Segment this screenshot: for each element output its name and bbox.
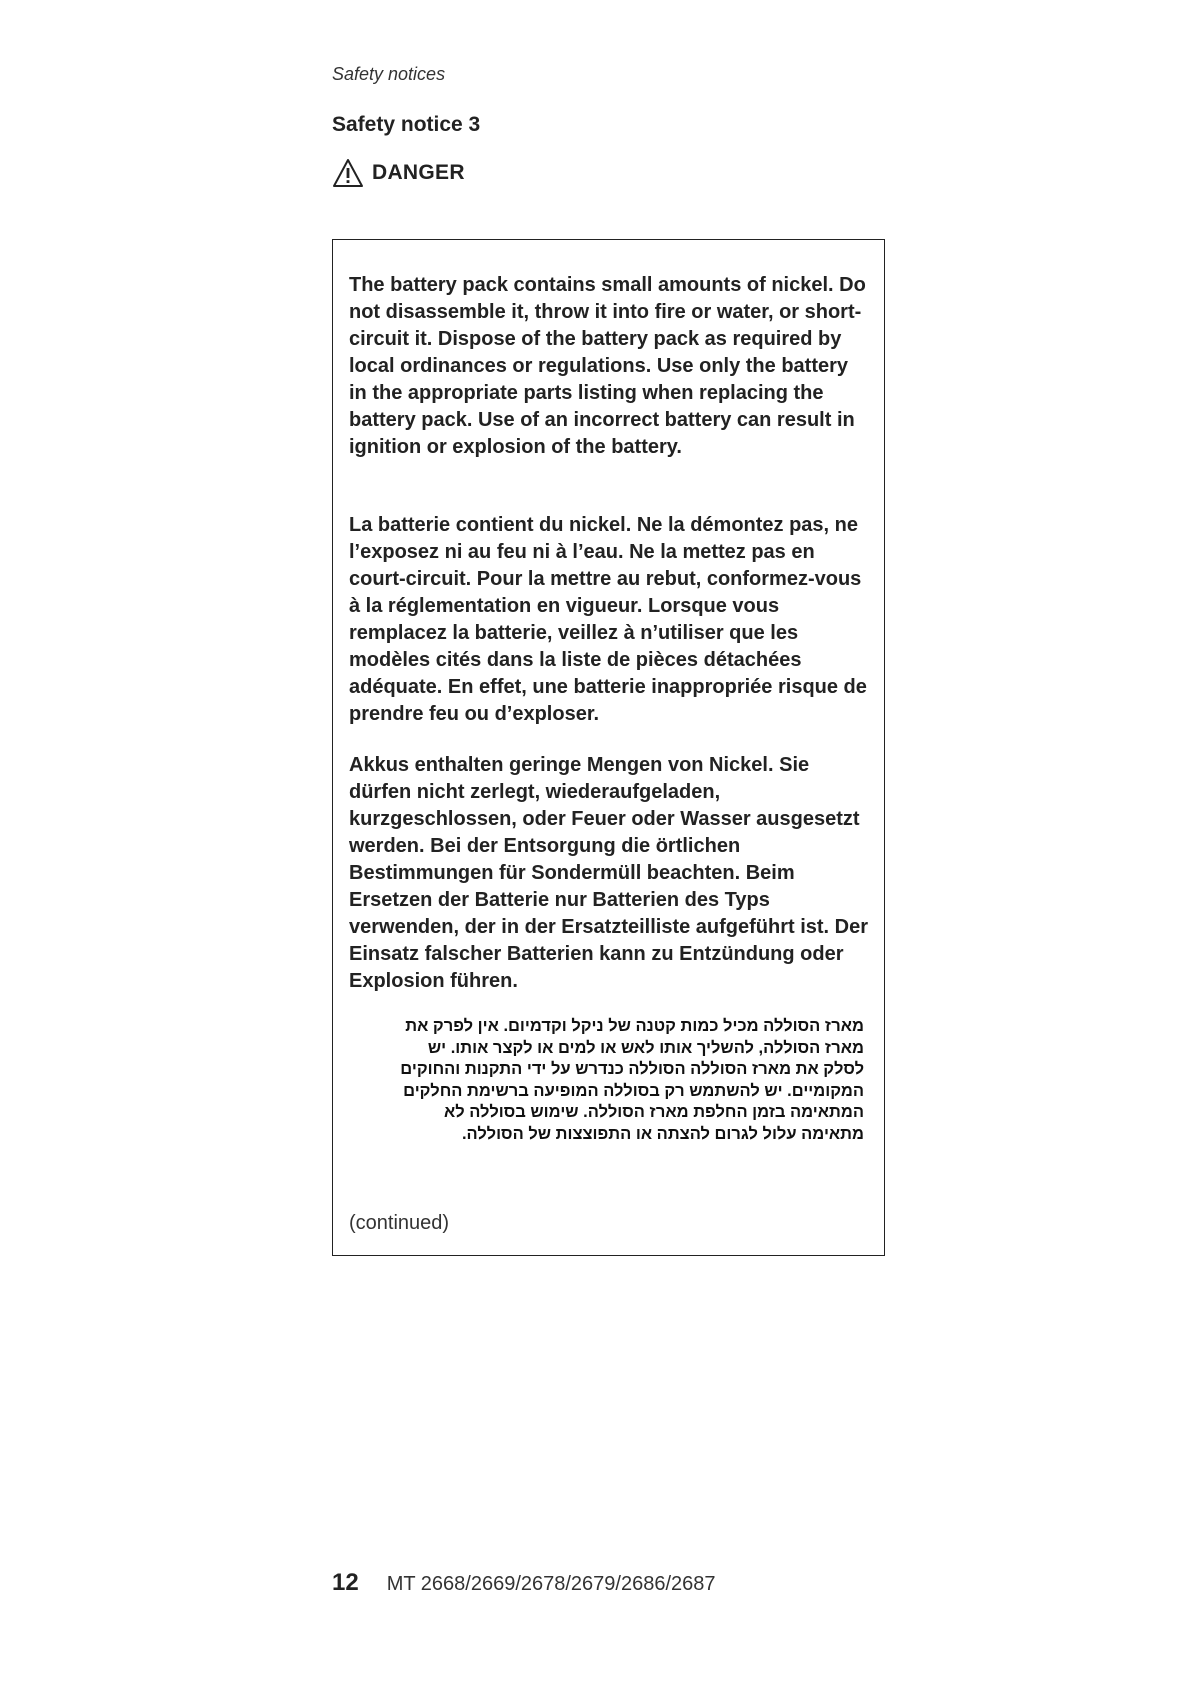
document-id: MT 2668/2669/2678/2679/2686/2687 bbox=[386, 1573, 716, 1595]
danger-heading bbox=[332, 158, 465, 188]
notice-text-german: Akkus enthalten geringe Mengen von Nickel. Sie dürfen nicht zerlegt, wiederaufgeladen, kurzgeschlossen, oder Feuer oder Wasser ausgesetzt werden. Bei der Entsorgung die örtlichen Bestimmungen für Sondermüll beachten. Beim Ersetzen der Batterie nur Batterien des Typs verwenden, der in der Ersatzteilliste aufgeführt ist. Der Einsatz falscher Batterien kann zu Entzündung oder Explosion führen. bbox=[349, 754, 869, 992]
continued-label: (continued) bbox=[349, 1212, 450, 1234]
notice-text-hebrew: מארז הסוללה מכיל כמות קטנה של ניקל וקדמיום. אין לפרק את מארז הסוללה, להשליך אותו לאש או למים או לקצר אותו. יש לסלק את מארז הסוללה הסוללה כנדרש על ידי התקנות והחוקים המקומיים. יש להשתמש רק בסוללה המופיעה ברשימת החלקים המתאימה בזמן החלפת מארז הסוללה. שימוש בסוללה לא מתאימה עלול לגרום להצתה או התפוצצות של הסוללה. bbox=[400, 1017, 864, 1143]
page-footer bbox=[332, 1569, 716, 1597]
danger-notice-box bbox=[332, 239, 885, 1256]
warning-triangle-icon bbox=[332, 158, 364, 188]
notice-text-english: The battery pack contains small amounts of nickel. Do not disassemble it, throw it into fire or water, or short-circuit it. Dispose of the battery pack as required by local ordinances or regulations. Use only the battery in the appropriate parts listing when replacing the battery pack. Use of an incorrect battery can result in ignition or explosion of the battery. bbox=[349, 274, 866, 458]
running-head: Safety notices bbox=[332, 64, 446, 84]
danger-label: DANGER bbox=[372, 161, 465, 184]
page-number: 12 bbox=[332, 1569, 359, 1596]
notice-text-french: La batterie contient du nickel. Ne la démontez pas, ne l’exposez ni au feu ni à l’eau. Ne la mettez pas en court-circuit. Pour la mettre au rebut, conformez-vous à la réglementation en vigueur. Lorsque vous remplacez la batterie, veillez à n’utiliser que les modèles cités dans la liste de pièces détachées adéquate. En effet, une batterie inappropriée risque de prendre feu ou d’exploser. bbox=[349, 514, 867, 725]
notice-title: Safety notice 3 bbox=[332, 113, 481, 136]
